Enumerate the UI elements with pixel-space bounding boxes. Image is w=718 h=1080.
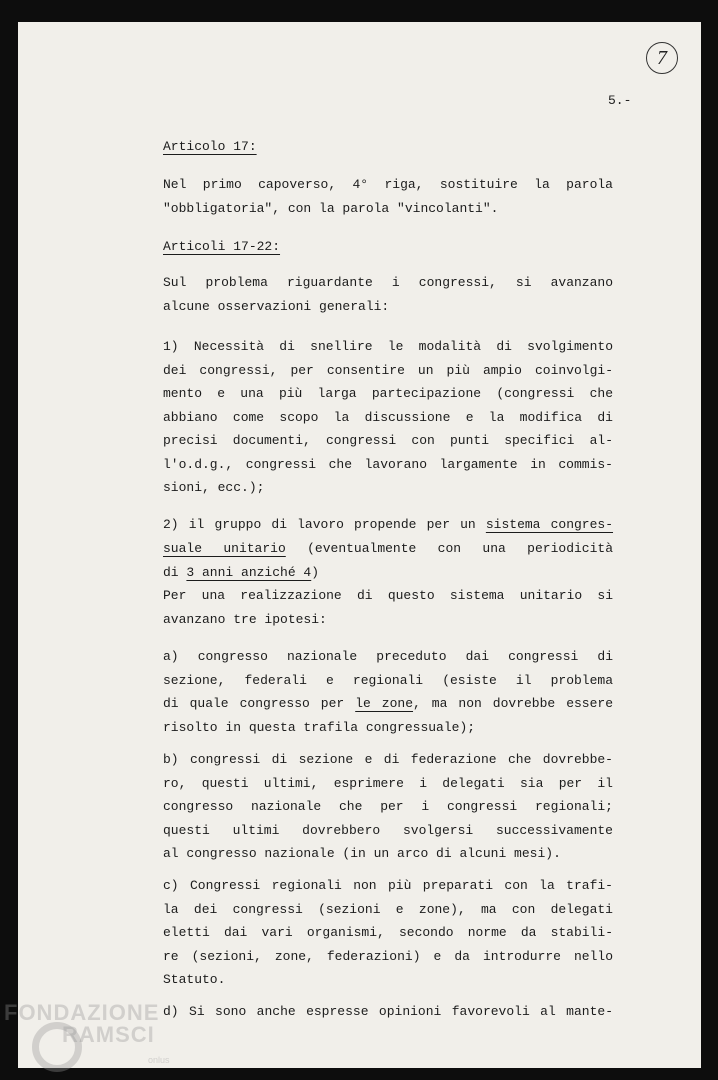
- fondazione-gramsci-watermark: FONDAZIONE RAMSCI onlus: [4, 1000, 159, 1048]
- heading-articoli-17-22: Articoli 17-22:: [163, 239, 281, 254]
- paragraph-point-a: a) congresso nazionale preceduto dai congressi di sezione, federali e regionali (esiste il problema di quale congresso per le zone, ma non dovrebbe essere risolto in questa trafila congressuale);: [163, 649, 614, 735]
- paragraph-point-c: c) Congressi regionali non più preparati con la trafi- la dei congressi (sezioni e zone), ma con delegati eletti dai vari organismi, secondo norme da stabili- re (sezioni, zone, federazioni) e da introdurre nello Statuto.: [163, 878, 613, 987]
- paragraph-point-2: 2) il gruppo di lavoro propende per un sistema congres- suale unitario (eventualmente con una periodicità di 3 anni anziché 4) Per una realizzazione di questo sistema unitario si avanzano tre ipotesi:: [163, 517, 614, 627]
- paragraph-intro: Sul problema riguardante i congressi, si avanzano alcune osservazioni generali:: [163, 275, 613, 314]
- g-logo-icon: [32, 1022, 82, 1072]
- handwritten-page-number: 7: [646, 42, 678, 74]
- paragraph-point-1: 1) Necessità di snellire le modalità di svolgimento dei congressi, per consentire un più ampio coinvolgi- mento e una più larga partecipazione (congressi che abbiano come scopo la discussione e la modifica di precisi documenti, congressi con punti specifici al- l'o.d.g., congressi che lavorano largamente in commis- sioni, ecc.);: [163, 339, 613, 495]
- heading-articolo-17: Articolo 17:: [163, 139, 257, 154]
- paragraph-point-b: b) congressi di sezione e di federazione che dovrebbe- ro, questi ultimi, esprimere i delegati sia per il congresso nazionale che per i congressi regionali; questi ultimi dovrebbero svolgersi successivamente al congresso nazionale (in un arco di alcuni mesi).: [163, 752, 613, 861]
- paragraph-point-d: d) Si sono anche espresse opinioni favorevoli al mante-: [163, 1004, 613, 1019]
- typed-page-number: 5.-: [608, 93, 632, 108]
- paragraph-articolo-17: Nel primo capoverso, 4° riga, sostituire la parola "obbligatoria", con la parola "vincolanti".: [163, 177, 613, 216]
